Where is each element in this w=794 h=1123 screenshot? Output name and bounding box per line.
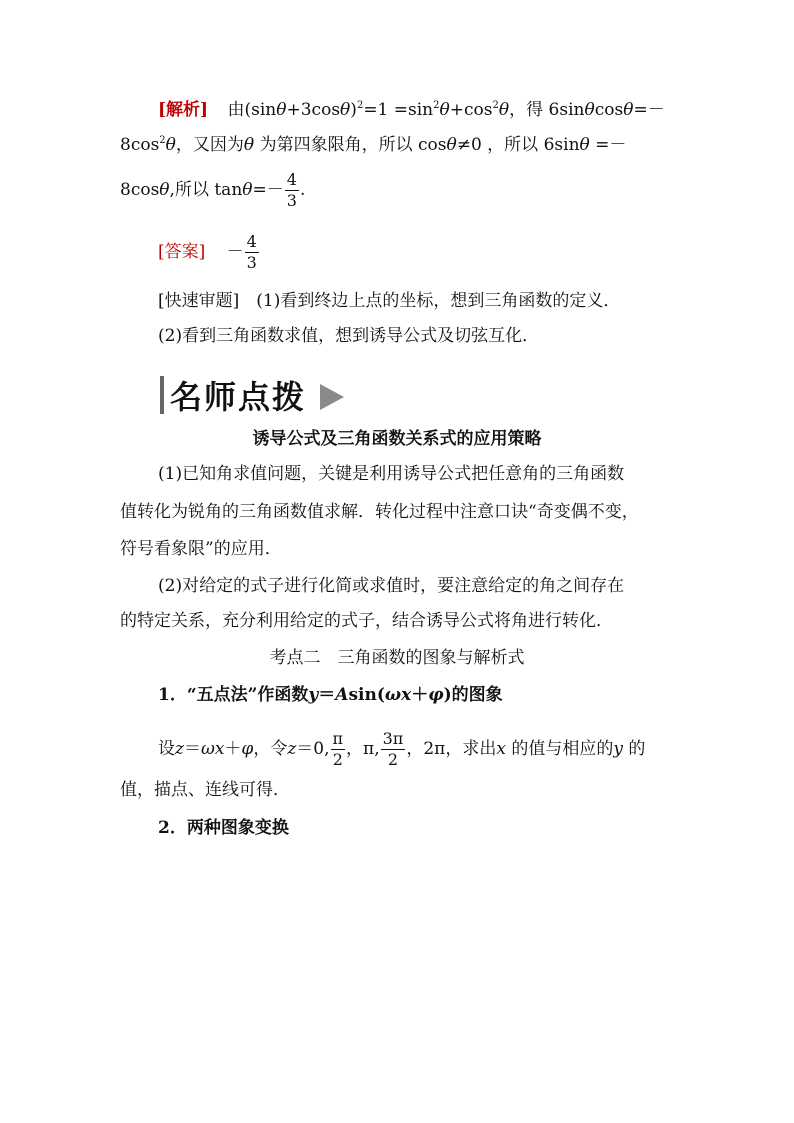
analysis-label: [解析] (158, 100, 209, 120)
strategy-p1-line-3: 符号看象限”的应用． (120, 539, 282, 559)
play-triangle-icon (320, 384, 344, 410)
banner-bar (160, 376, 164, 414)
strategy-p2-line-2: 的特定关系，充分利用给定的式子，结合诱导公式将角进行转化． (120, 611, 613, 631)
strategy-p1-line-1: (1)已知角求值问题，关键是利用诱导公式把任意角的三角函数 (158, 464, 625, 484)
answer-label: [答案] (158, 242, 206, 262)
item-1: 1．“五点法”作函数y＝Asin(ωx＋φ)的图象 (158, 685, 503, 705)
item-2: 2．两种图象变换 (158, 818, 289, 838)
answer-line: [答案] － $\frac{4}{3}$ (158, 232, 257, 272)
fraction-3pi-over-2: $\frac{3\pi}{2}$ (382, 729, 404, 769)
fraction-pi-over-2: $\frac{\pi}{2}$ (332, 729, 344, 769)
analysis-line-1: [解析] 由$(\sin\theta+3\cos\theta)^2=1 =\sin^2\theta+\cos^2\theta$，得 6sinθcosθ=－ (158, 100, 665, 120)
strategy-p2-line-1: (2)对给定的式子进行化简或求值时，要注意给定的角之间存在 (158, 576, 625, 596)
analysis-line-3: 8cosθ,所以 tanθ=－ $\frac{4}{3}$ . (120, 170, 306, 210)
five-point-line-2: 值，描点、连线可得． (120, 780, 290, 800)
quick-review-line-1: [快速审题] (1)看到终边上点的坐标，想到三角函数的定义． (158, 291, 621, 311)
five-point-line-1: 设z＝ωx＋φ，令z＝0, $\frac{\pi}{2}$ ，π, $\frac{3\pi}{2}$ ，2π，求出x 的值与相应的y 的 (158, 729, 646, 769)
fraction: $\frac{4}{3}$ (286, 170, 297, 210)
answer-fraction: $\frac{4}{3}$ (246, 232, 257, 272)
strategy-p1-line-2: 值转化为锐角的三角函数值求解．转化过程中注意口诀“奇变偶不变， (120, 502, 639, 522)
strategy-heading: 诱导公式及三角函数关系式的应用策略 (252, 429, 542, 449)
banner-title: 名师点拨 (170, 378, 307, 416)
quick-review-line-2: (2)看到三角函数求值，想到诱导公式及切弦互化． (158, 326, 540, 346)
section-heading: 考点二 三角函数的图象与解析式 (269, 648, 525, 668)
analysis-line-2: $8\cos^2\theta$，又因为θ 为第四象限角，所以 cosθ≠0 ，所以 6sinθ =－ (120, 135, 627, 155)
